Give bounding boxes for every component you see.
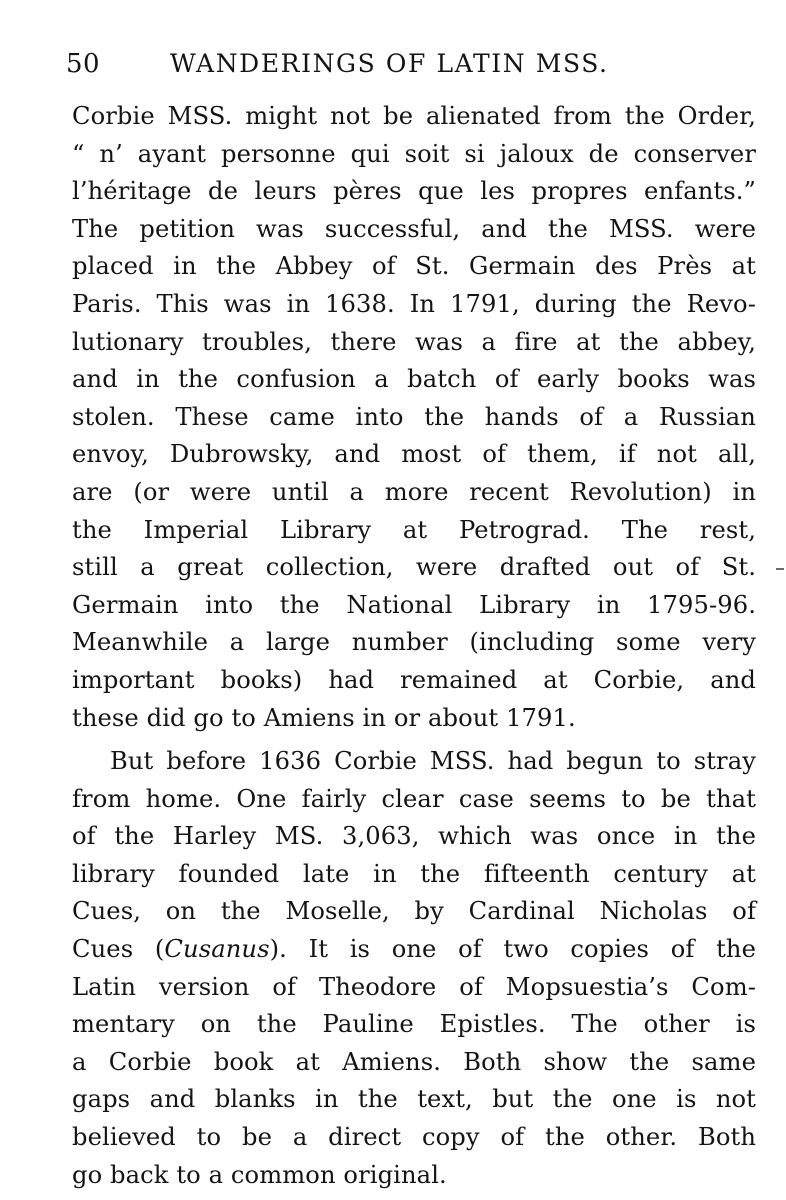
text-line: l’héritage de leurs pères que les propres enfants.” <box>72 177 756 206</box>
text-line: The petition was successful, and the MSS. were <box>72 214 756 243</box>
text-line: Corbie MSS. might not be alienated from the Order, <box>72 102 756 130</box>
italic-term: Cusanus <box>164 935 270 964</box>
text-line: gaps and blanks in the text, but the one is not <box>72 1085 756 1114</box>
text-line-with-italic <box>72 931 756 969</box>
text-line: of the Harley MS. 3,063, which was once in the <box>72 822 756 851</box>
text-line: placed in the Abbey of St. Germain des Près at <box>72 252 756 281</box>
text-line: go back to a common original. <box>72 1160 447 1189</box>
text-line: the Imperial Library at Petrograd. The rest, <box>72 515 756 544</box>
text-line: a Corbie book at Amiens. Both show the same <box>72 1047 756 1076</box>
line-end: ). It is one of two copies of the <box>269 935 756 964</box>
text-line: Paris. This was in 1638. In 1791, during the Revo- <box>72 289 756 318</box>
text-line: these did go to Amiens in or about 1791. <box>72 703 576 732</box>
paragraph-2 <box>72 743 756 1194</box>
text-line: lutionary troubles, there was a fire at the abbey, <box>72 327 756 356</box>
body-text <box>72 98 756 1194</box>
running-title: WANDERINGS OF LATIN MSS. <box>170 49 609 78</box>
text-line: mentary on the Pauline Epistles. The other is <box>72 1010 756 1039</box>
page-header <box>66 44 756 84</box>
text-line: Meanwhile a large number (including some very <box>72 628 756 657</box>
text-line: are (or were until a more recent Revolution) in <box>72 477 756 506</box>
text-line: and in the confusion a batch of early books was <box>72 365 756 394</box>
text-line: But before 1636 Corbie MSS. had begun to stray <box>110 747 756 776</box>
text-line: from home. One fairly clear case seems to be that <box>72 784 756 813</box>
text-line: Germain into the National Library in 1795-96. <box>72 590 756 619</box>
text-line: library founded late in the fifteenth century at <box>72 859 756 888</box>
line-start: Cues ( <box>72 935 165 964</box>
text-line: stolen. These came into the hands of a Russian <box>72 402 756 431</box>
text-line: envoy, Dubrowsky, and most of them, if not all, <box>72 440 756 469</box>
text-line: important books) had remained at Corbie, and <box>72 665 756 694</box>
text-line: believed to be a direct copy of the other. Both <box>72 1123 756 1152</box>
text-line: Latin version of Theodore of Mopsuestia’s Com- <box>72 972 756 1001</box>
text-line: “ n’ ayant personne qui soit si jaloux de conserver <box>72 139 756 168</box>
page-number: 50 <box>66 49 101 79</box>
text-line: Cues, on the Moselle, by Cardinal Nicholas of <box>72 897 756 926</box>
paragraph-1 <box>72 98 756 737</box>
text-line: still a great collection, were drafted out of St. <box>72 553 756 582</box>
margin-mark <box>776 568 784 570</box>
